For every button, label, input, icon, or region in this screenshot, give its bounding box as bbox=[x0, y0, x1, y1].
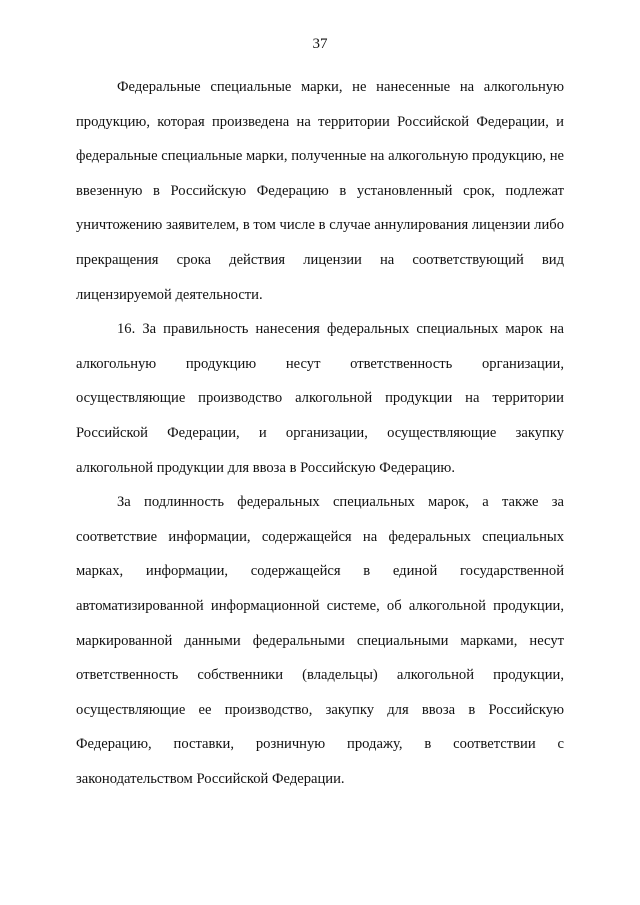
paragraph-authenticity-responsibility: За подлинность федеральных специальных марок, а также за соответствие информации, содержащейся на федеральных специальных марках, информации, содержащейся в единой государственной автоматизированной информационной системе, об алкогольной продукции, маркированной данными федеральными специальными марками, несут ответственность собственники (владельцы) алкогольной продукции, осуществляющие ее производство, закупку для ввоза в Российскую Федерацию, поставки, розничную продажу, в соответствии с законодательством Российской Федерации. bbox=[76, 494, 564, 787]
page-number: 37 bbox=[312, 36, 328, 52]
paragraph-destruction-of-marks: Федеральные специальные марки, не нанесенные на алкогольную продукцию, которая произведена на территории Российской Федерации, и федеральные специальные марки, полученные на алкогольную продукцию, не ввезенную в Российскую Федерацию в установленный срок, подлежат уничтожению заявителем, в том числе в случае аннулирования лицензии либо прекращения срока действия лицензии на соответствующий вид лицензируемой деятельности. bbox=[76, 79, 564, 303]
paragraph-16-marking-responsibility: 16. За правильность нанесения федеральных специальных марок на алкогольную продукцию несут ответственность организации, осуществляющие производство алкогольной продукции на территории Российской Федерации, и организации, осуществляющие закупку алкогольной продукции для ввоза в Российскую Федерацию. bbox=[76, 321, 564, 476]
document-body bbox=[76, 70, 564, 796]
